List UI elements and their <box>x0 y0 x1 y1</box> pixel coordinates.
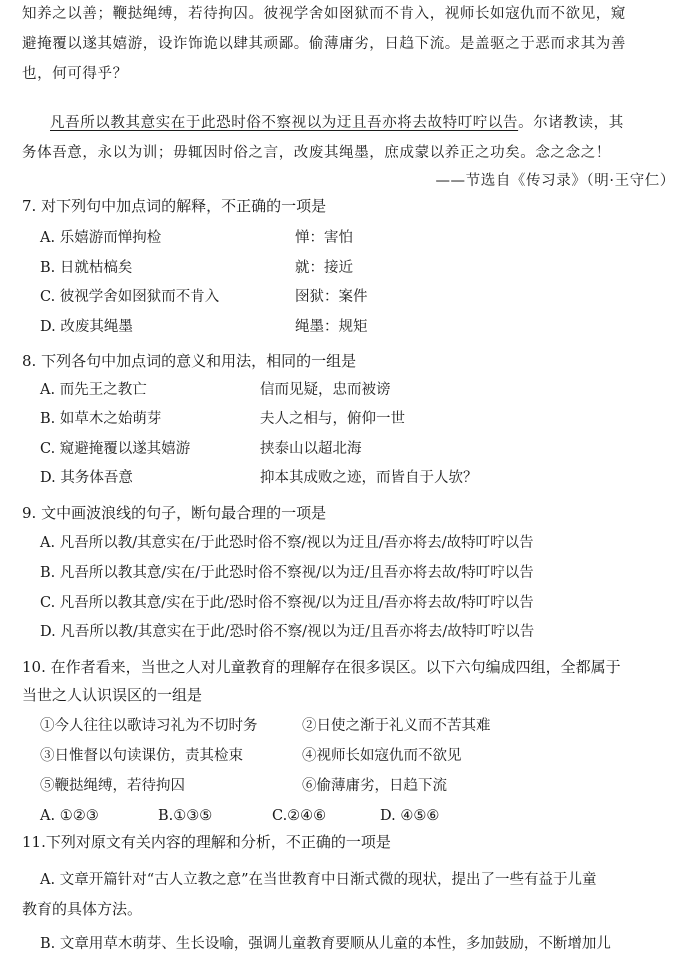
q9-option-c: C. 凡吾所以教其意/实在于此/恐时俗不察视/以为迂且/吾亦将去故/特叮咛以告 <box>40 595 534 611</box>
q8-option-c-label: C. 窥避掩覆以遂其嬉游 <box>40 441 191 457</box>
q7-option-a-meaning: 惮：害怕 <box>295 230 353 246</box>
passage-line-3: 也，何可得乎？ <box>22 66 128 82</box>
q7-stem: 7. 对下列句中加点词的解释，不正确的一项是 <box>22 197 327 215</box>
passage-line-5: 务体吾意，永以为训；毋辄因时俗之言，改废其绳墨，庶成蒙以养正之功矣。念之念之！ <box>22 145 611 161</box>
q10-choice-b: B.①③⑤ <box>158 808 213 824</box>
passage-line-4 <box>50 113 624 133</box>
q7-option-d <box>40 317 368 337</box>
q8-option-a <box>40 380 391 400</box>
passage-source: ——节选自《传习录》（明·王守仁） <box>435 173 675 189</box>
q9-option-d: D. 凡吾所以教/其意实在于此/恐时俗不察/视以为迂/且吾亦将去/故特叮咛以告 <box>40 624 535 640</box>
q8-option-d-pair: 抑本其成败之迹，而皆自于人欤？ <box>260 470 478 486</box>
q9-option-a: A. 凡吾所以教/其意实在/于此恐时俗不察/视以为迂且/吾亦将去/故特叮咛以告 <box>40 535 534 551</box>
q7-option-b-label: B. 日就枯槁矣 <box>40 260 133 276</box>
q10-items-row-2 <box>40 746 462 766</box>
passage-line-1: 知养之以善；鞭挞绳缚，若待拘囚。彼视学舍如囹狱而不肯入，视师长如寇仇而不欲见，窥 <box>22 6 626 22</box>
q10-item-4: ④视师长如寇仇而不欲见 <box>302 748 462 764</box>
q7-option-b <box>40 258 353 278</box>
q10-item-6: ⑥偷薄庸劣，日趋下流 <box>302 778 447 794</box>
q8-option-d <box>40 468 478 488</box>
q7-option-a <box>40 228 353 248</box>
q10-item-5: ⑤鞭挞绳缚，若待拘囚 <box>40 778 185 794</box>
q10-choice-a: A. ①②③ <box>40 808 99 824</box>
q10-choice-d: D. ④⑤⑥ <box>380 808 440 824</box>
wavy-underlined-sentence: 凡吾所以教其意实在于此恐时俗不察视以为迂且吾亦将去故特叮咛以告 <box>50 115 519 131</box>
q10-stem-line-1: 10. 在作者看来，当世之人对儿童教育的理解存在很多误区。以下六句编成四组，全都属于 <box>22 658 621 676</box>
q11-option-a-line-1: A. 文章开篇针对“古人立教之意”在当世教育中日渐式微的现状，提出了一些有益于儿童 <box>40 872 597 888</box>
q11-option-b-line-1: B. 文章用草木萌芽、生长设喻，强调儿童教育要顺从儿童的本性，多加鼓励，不断增加儿 <box>40 936 611 952</box>
q10-choice-c: C.②④⑥ <box>272 808 327 824</box>
q10-item-3: ③日惟督以句读课仿，责其检束 <box>40 748 243 764</box>
q10-items-row-1 <box>40 716 491 736</box>
q8-option-b-label: B. 如草木之始萌芽 <box>40 411 162 427</box>
q7-option-c-meaning: 囹狱：案件 <box>295 289 368 305</box>
q8-option-a-pair: 信而见疑，忠而被谤 <box>260 382 391 398</box>
q11-stem: 11.下列对原文有关内容的理解和分析，不正确的一项是 <box>22 833 391 851</box>
passage-line-2: 避掩覆以遂其嬉游，设诈饰诡以肆其顽鄙。偷薄庸劣，日趋下流。是盖驱之于恶而求其为善 <box>22 36 626 52</box>
q10-stem-line-2: 当世之人认识误区的一组是 <box>22 686 203 704</box>
q7-option-d-label: D. 改废其绳墨 <box>40 319 133 335</box>
q11-option-a-line-2: 教育的具体方法。 <box>22 900 143 918</box>
q7-option-c <box>40 287 368 307</box>
q8-option-b <box>40 409 405 429</box>
q8-option-c-pair: 挟泰山以超北海 <box>260 441 362 457</box>
q10-items-row-3 <box>40 776 447 796</box>
q8-stem: 8. 下列各句中加点词的意义和用法，相同的一组是 <box>22 352 357 370</box>
passage-line-4-rest: 。尔诸教读，其 <box>518 115 624 131</box>
q7-option-c-label: C. 彼视学舍如囹狱而不肯入 <box>40 289 220 305</box>
q10-item-2: ②日使之渐于礼义而不苦其难 <box>302 718 491 734</box>
q8-option-d-label: D. 其务体吾意 <box>40 470 133 486</box>
q7-option-a-label: A. 乐嬉游而惮拘检 <box>40 230 162 246</box>
q9-option-b: B. 凡吾所以教其意/实在/于此恐时俗不察视/以为迂/且吾亦将去故/特叮咛以告 <box>40 565 534 581</box>
q10-item-1: ①今人往往以歌诗习礼为不切时务 <box>40 718 258 734</box>
q8-option-c <box>40 439 362 459</box>
q7-option-d-meaning: 绳墨：规矩 <box>295 319 368 335</box>
q8-option-b-pair: 夫人之相与，俯仰一世 <box>260 411 405 427</box>
q9-stem: 9. 文中画波浪线的句子，断句最合理的一项是 <box>22 504 327 522</box>
q7-option-b-meaning: 就：接近 <box>295 260 353 276</box>
q8-option-a-label: A. 而先王之教亡 <box>40 382 147 398</box>
